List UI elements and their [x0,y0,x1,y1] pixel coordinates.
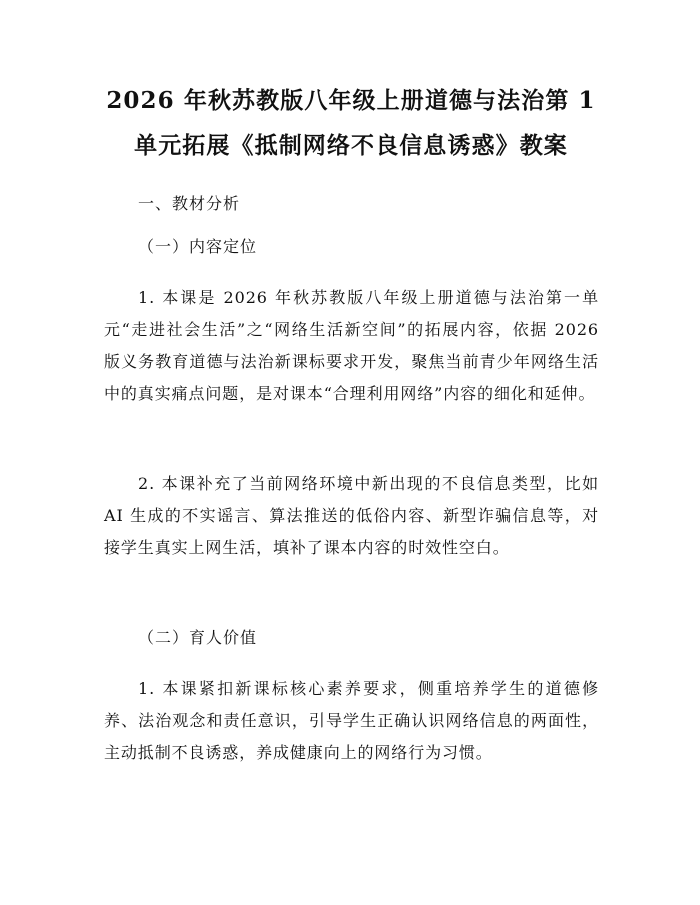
document-title-line-1: 2026 年秋苏教版八年级上册道德与法治第 1 [106,87,596,114]
paragraph-educational-value-1: 1. 本课紧扣新课标核心素养要求，侧重培养学生的道德修养、法治观念和责任意识，引导学生正确认识网络信息的两面性，主动抵制不良诱惑，养成健康向上的网络行为习惯。 [104,679,599,762]
paragraph-content-positioning-1: 1. 本课是 2026 年秋苏教版八年级上册道德与法治第一单元“走进社会生活”之“网络生活新空间”的拓展内容，依据 2026 版义务教育道德与法治新课标要求开发，聚焦当前青少年网络生活中的真实痛点问题，是对课本“合理利用网络”内容的细化和延伸。 [104,288,599,403]
paragraph-content-positioning-2: 2. 本课补充了当前网络环境中新出现的不良信息类型，比如 AI 生成的不实谣言、算法推送的低俗内容、新型诈骗信息等，对接学生真实上网生活，填补了课本内容的时效性空白。 [104,474,599,557]
document-title [96,78,606,168]
subsection-heading-educational-value: （二）育人价值 [138,628,258,647]
document-title-line-2: 单元拓展《抵制网络不良信息诱惑》教案 [134,132,568,159]
subsection-heading-content-positioning: （一）内容定位 [138,237,258,256]
section-heading-textbook-analysis: 一、教材分析 [138,194,241,213]
